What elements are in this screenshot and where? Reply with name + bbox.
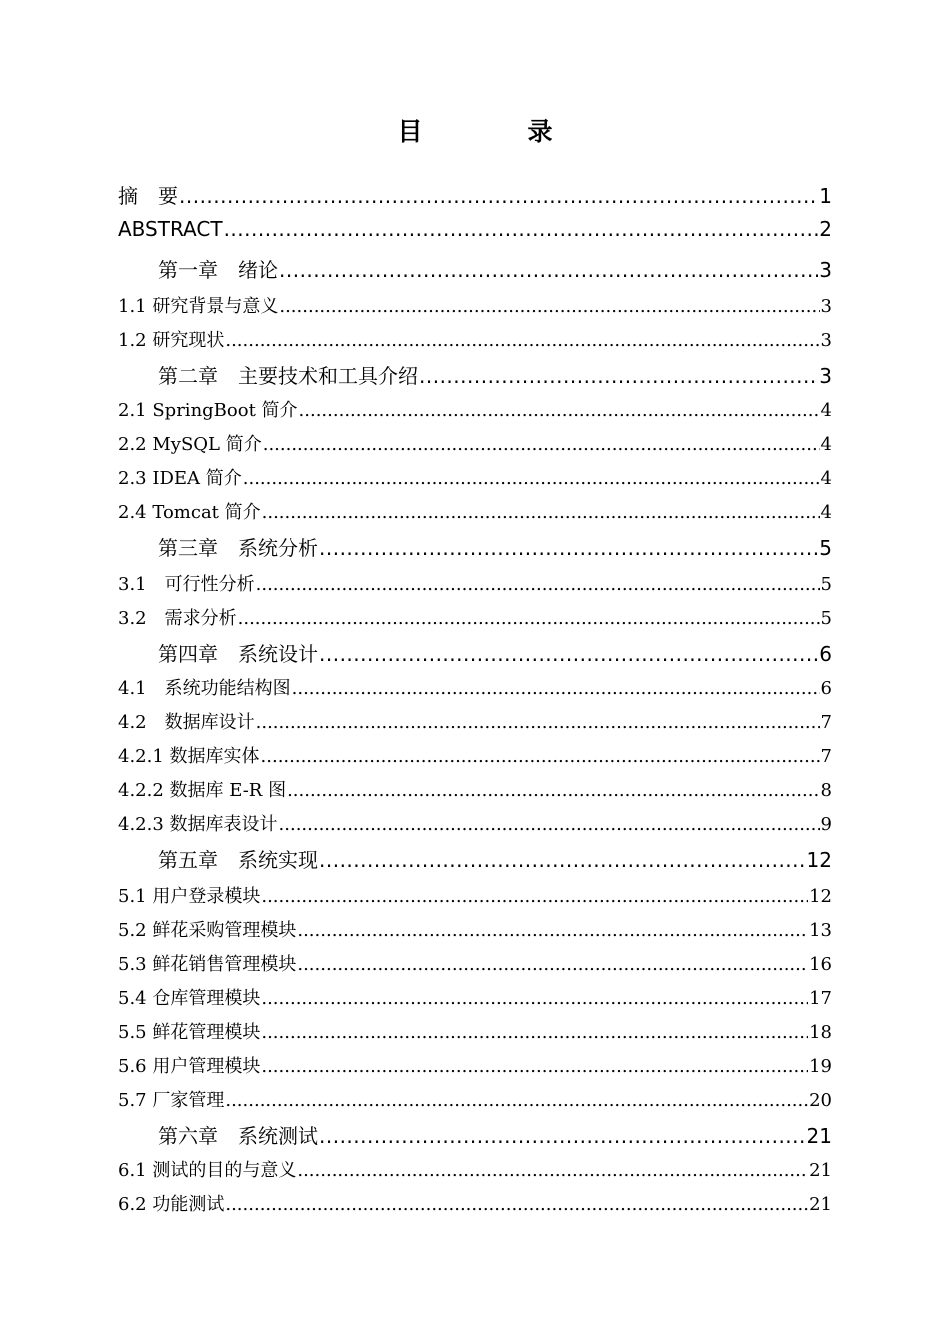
toc-leader-dots (261, 886, 808, 907)
toc-entry-label: 3.2 需求分析 (118, 608, 237, 629)
toc-page-number: 18 (809, 1022, 832, 1043)
toc-leader-dots (261, 1056, 808, 1077)
toc-chapter-entry[interactable] (118, 1120, 832, 1149)
toc-entry-label: 第一章 绪论 (158, 258, 278, 282)
toc-leader-dots (243, 468, 820, 489)
toc-chapter-entry[interactable] (118, 360, 832, 389)
toc-page-number: 2 (819, 217, 832, 241)
toc-leader-dots (319, 1124, 806, 1148)
toc-entry[interactable] (118, 1052, 832, 1078)
toc-entry-label: 5.1 用户登录模块 (118, 886, 261, 907)
toc-entry[interactable] (118, 674, 832, 700)
toc-title: 目 录 (397, 117, 593, 146)
toc-entry-label: 第六章 系统测试 (158, 1124, 318, 1148)
toc-page-number: 9 (820, 814, 832, 835)
toc-leader-dots (319, 536, 818, 560)
toc-entry[interactable] (118, 498, 832, 524)
toc-page-number: 5 (820, 608, 832, 629)
toc-entry-label: 第五章 系统实现 (158, 848, 318, 872)
toc-page-number: 12 (806, 848, 832, 872)
toc-page-number: 4 (820, 468, 832, 489)
toc-entry-label: 3.1 可行性分析 (118, 574, 255, 595)
toc-leader-dots (261, 746, 820, 767)
toc-entry[interactable] (118, 1156, 832, 1182)
toc-page-number: 3 (819, 258, 832, 282)
toc-leader-dots (297, 954, 808, 975)
toc-page-number: 4 (820, 434, 832, 455)
toc-entry[interactable] (118, 916, 832, 942)
toc-entry-label: 2.3 IDEA 简介 (118, 468, 242, 489)
toc-entry-label: 6.1 测试的目的与意义 (118, 1160, 297, 1181)
toc-chapter-entry[interactable] (118, 844, 832, 873)
toc-page-number: 4 (820, 502, 832, 523)
toc-entry-label: 5.3 鲜花销售管理模块 (118, 954, 297, 975)
toc-page-number: 1 (819, 184, 832, 208)
toc-entry[interactable] (118, 950, 832, 976)
toc-entry-label: 5.2 鲜花采购管理模块 (118, 920, 297, 941)
toc-leader-dots (263, 434, 820, 455)
toc-page-number: 5 (820, 574, 832, 595)
toc-entry-label: ABSTRACT (118, 217, 223, 241)
toc-leader-dots (225, 1090, 808, 1111)
toc-entry-label: 摘 要 (118, 184, 178, 208)
toc-entry[interactable] (118, 1018, 832, 1044)
toc-entry-label: 第四章 系统设计 (158, 642, 318, 666)
toc-leader-dots (279, 258, 818, 282)
toc-entry-label: 4.2.2 数据库 E-R 图 (118, 780, 287, 801)
toc-leader-dots (225, 1194, 808, 1215)
toc-leader-dots (297, 1160, 808, 1181)
toc-leader-dots (287, 780, 819, 801)
toc-page-number: 16 (809, 954, 832, 975)
toc-leader-dots (261, 1022, 808, 1043)
toc-leader-dots (261, 988, 808, 1009)
toc-leader-dots (256, 574, 820, 595)
toc-entry-label: 2.1 SpringBoot 简介 (118, 400, 298, 421)
toc-page-number: 8 (820, 780, 832, 801)
toc-page-number: 4 (820, 400, 832, 421)
toc-leader-dots (299, 400, 820, 421)
toc-entry-label: 1.1 研究背景与意义 (118, 296, 279, 317)
toc-page-number: 20 (809, 1090, 832, 1111)
toc-entry-label: 5.5 鲜花管理模块 (118, 1022, 261, 1043)
toc-entry[interactable] (118, 217, 832, 241)
toc-entry[interactable] (118, 984, 832, 1010)
toc-entry-label: 4.2.3 数据库表设计 (118, 814, 278, 835)
toc-leader-dots (292, 678, 820, 699)
toc-entry-label: 1.2 研究现状 (118, 330, 225, 351)
toc-page-number: 13 (809, 920, 832, 941)
toc-chapter-entry[interactable] (118, 532, 832, 561)
toc-entry-label: 5.7 厂家管理 (118, 1090, 225, 1111)
toc-chapter-entry[interactable] (118, 254, 832, 283)
toc-page-number: 21 (806, 1124, 832, 1148)
toc-entry-label: 4.1 系统功能结构图 (118, 678, 291, 699)
toc-leader-dots (419, 364, 818, 388)
toc-leader-dots (279, 296, 819, 317)
toc-page-number: 12 (809, 886, 832, 907)
toc-page-number: 6 (819, 642, 832, 666)
toc-entry-label: 5.4 仓库管理模块 (118, 988, 261, 1009)
toc-entry[interactable] (118, 810, 832, 836)
toc-page-number: 5 (819, 536, 832, 560)
toc-chapter-entry[interactable] (118, 638, 832, 667)
toc-page-number: 3 (819, 364, 832, 388)
toc-entry-label: 4.2.1 数据库实体 (118, 746, 260, 767)
toc-entry[interactable] (118, 882, 832, 908)
toc-page-number: 6 (820, 678, 832, 699)
toc-entry[interactable] (118, 292, 832, 318)
toc-entry-label: 5.6 用户管理模块 (118, 1056, 261, 1077)
toc-entry[interactable] (118, 430, 832, 456)
toc-entry-label: 2.4 Tomcat 简介 (118, 502, 261, 523)
toc-leader-dots (224, 217, 819, 241)
toc-entry-label: 4.2 数据库设计 (118, 712, 255, 733)
toc-entry[interactable] (118, 180, 832, 209)
toc-entry[interactable] (118, 604, 832, 630)
toc-page-number: 17 (809, 988, 832, 1009)
toc-leader-dots (238, 608, 820, 629)
toc-entry-label: 第二章 主要技术和工具介绍 (158, 364, 418, 388)
toc-entry-label: 第三章 系统分析 (158, 536, 318, 560)
toc-entry[interactable] (118, 708, 832, 734)
toc-entry[interactable] (118, 742, 832, 768)
toc-page-number: 19 (809, 1056, 832, 1077)
toc-entry[interactable] (118, 326, 832, 352)
toc-leader-dots (297, 920, 808, 941)
toc-page-number: 7 (820, 746, 832, 767)
toc-page-number: 21 (809, 1194, 832, 1215)
toc-entry[interactable] (118, 776, 832, 802)
toc-leader-dots (319, 848, 806, 872)
toc-entry[interactable] (118, 1086, 832, 1112)
toc-entry[interactable] (118, 396, 832, 422)
toc-leader-dots (262, 502, 820, 523)
toc-leader-dots (319, 642, 818, 666)
toc-leader-dots (179, 184, 818, 208)
toc-entry-label: 2.2 MySQL 简介 (118, 434, 262, 455)
toc-leader-dots (279, 814, 820, 835)
toc-entry[interactable] (118, 464, 832, 490)
toc-page-number: 21 (809, 1160, 832, 1181)
toc-page-number: 7 (820, 712, 832, 733)
toc-page-number: 3 (820, 330, 832, 351)
toc-leader-dots (225, 330, 819, 351)
toc-leader-dots (256, 712, 820, 733)
toc-entry-label: 6.2 功能测试 (118, 1194, 225, 1215)
toc-entry[interactable] (118, 570, 832, 596)
toc-page-number: 3 (820, 296, 832, 317)
toc-entry[interactable] (118, 1190, 832, 1216)
